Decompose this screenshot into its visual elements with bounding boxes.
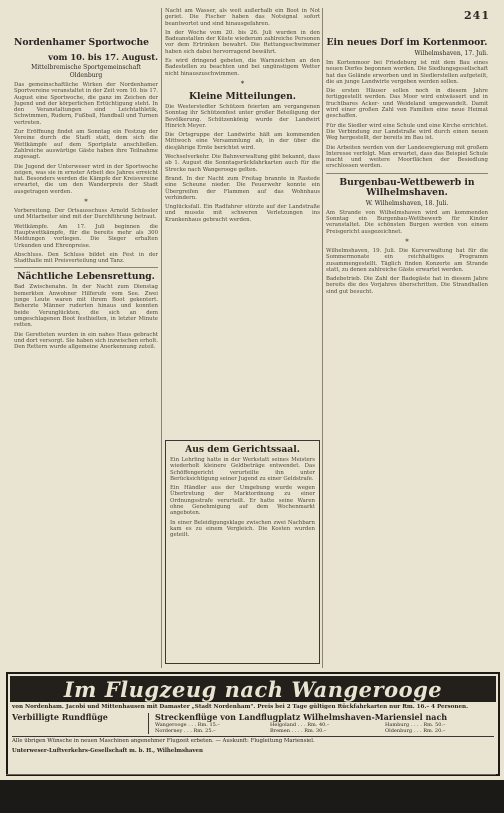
paragraph: Das gemeinschaftliche Wirken der Nordenhamer Sportvereine veranstaltet in der Zeit vom 10. bis 17. August eine Sportwoche, die ganz im Zeichen der Jugend und der körperlichen Ertüchtigung steht. In den Veranstaltungen sind Leichtathletik, Schwimmen, Rudern, Fußball, Handball und Turnen vertreten. <box>14 82 158 126</box>
column-rule <box>161 8 162 668</box>
paragraph: Brand. In der Nacht zum Freitag brannte in Rastede eine Scheune nieder. Die Feuerwehr konnte ein Übergreifen der Flammen auf das Wohnhaus verhindern. <box>165 175 320 201</box>
paragraph: Im Kortenmoor bei Friedeburg ist mit dem Bau eines neuen Dorfes begonnen worden. Die Siedlungsgesellschaft hat das Gelände erworben und in Siedlerstellen aufgeteilt, die an junge Landwirte vergeben werden sollen. <box>326 60 488 85</box>
ad-destination: Hamburg . . . . Rm. 50.– <box>385 722 446 728</box>
scan-border <box>0 780 504 813</box>
paragraph: Nacht am Wasser, als weit außerhalb ein Boot in Not geriet. Die Fischer haben das Notsignal sofort beantwortet und sind hinausgefahren. <box>165 8 320 27</box>
paragraph: Es wird dringend gebeten, die Warnzeichen an den Badestellen zu beachten und bei ungünstigem Wetter nicht hinauszuschwimmen. <box>165 58 320 77</box>
divider <box>326 173 488 174</box>
separator-star: * <box>240 79 245 88</box>
article-dateline: Mittelbremische Sportgemeinschaft Oldenburg <box>31 64 141 79</box>
paragraph: Wilhelmshaven, 19. Juli. Die Kurverwaltung hat für die Sommermonate ein reichhaltiges Programm zusammengestellt. Täglich finden Konzerte am Strande statt, zu denen zahlreiche Gäste erwartet werden. <box>326 247 488 273</box>
ad-footer-company: Unterweser-Luftverkehrs-Gesellschaft m. b. H., Wilhelmshaven <box>12 747 203 754</box>
paragraph: In der Woche vom 20. bis 26. Juli wurden in den Badeanstalten der Küste wiederum zahlreiche Personen vor dem Ertrinken bewahrt. Die Rettungsschwimmer haben sich dabei hervorragend bewährt. <box>165 29 320 55</box>
ad-destination: Norderney . . . Rm. 25.– <box>155 728 216 734</box>
separator-star: * <box>405 237 409 246</box>
paragraph: Die Jugend der Unterweser wird in der Sportwoche zeigen, was sie in ernster Arbeit des Jahres erreicht hat. Besonders werden die Kämpfe der Kreisvereine erwartet, die um den Wanderpreis der Stadt ausgetragen werden. <box>14 163 158 195</box>
article-headline: Kleine Mitteilungen. <box>188 90 296 102</box>
paragraph: Badebetrieb. Die Zahl der Badegäste hat in diesem Jahre bereits die des Vorjahres überschritten. Die Strandhallen sind gut besucht. <box>326 276 488 295</box>
column-right <box>326 34 488 668</box>
article-headline: Aus dem Gerichtssaal. <box>185 444 300 455</box>
paragraph: Zur Eröffnung findet am Sonntag ein Festzug der Vereine durch die Stadt statt, dem sich die Wettkämpfe auf dem Sportplatz anschließen. Zahlreiche auswärtige Gäste haben ihre Teilnahme zugesagt. <box>14 129 158 161</box>
paragraph: Bad Zwischenahn. In der Nacht zum Dienstag bemerkten Anwohner Hilferufe vom See. Zwei junge Leute waren mit ihrem Boot gekentert. Beherzte Männer ruderten hinaus und konnten beide Verunglückten, die sich an dem umgeschlagenen Boot festhielten, in letzter Minute retten. <box>14 284 158 329</box>
ad-destination: Helgoland . . . Rm. 40.– <box>270 722 330 728</box>
article-headline: Nächtliche Lebensrettung. <box>17 271 155 283</box>
article-headline: Nordenhamer Sportwoche <box>14 37 149 48</box>
article-subheadline: vom 10. bis 17. August. <box>48 52 158 62</box>
paragraph: Wechselverkehr. Die Bahnverwaltung gibt bekannt, dass ab 1. August die Sonntagsrückfahrkarten auch für die Strecke nach Wangerooge gelten. <box>165 154 320 173</box>
column-left <box>14 34 158 668</box>
paragraph: Abschluss. Den Schluss bildet ein Fest in der Stadthalle mit Preisverteilung und Tanz. <box>14 251 158 265</box>
paragraph: Die ersten Häuser sollen noch in diesem Jahre fertiggestellt werden. Das Moor wird entwässert und in fruchtbares Acker- und Weideland umgewandelt. Damit wird einer großen Zahl von Familien eine neue Heimat geschaffen. <box>326 88 488 120</box>
divider <box>14 267 158 268</box>
ad-subline: von Nordenham. Jacobi und Mittenhausen mit Damaster „Stadt Nordenham". Preis bei 2 Tage gültigen Rückfahrkarten nur Rm. 16.– 4 Personen. <box>12 704 469 710</box>
ad-destinations <box>148 713 494 734</box>
flight-advertisement <box>6 672 500 776</box>
paragraph: Die Geretteten wurden in ein nahes Haus gebracht und dort versorgt. Sie haben sich inzwischen erholt. Den Rettern wurde allgemeine Anerkennung zuteil. <box>14 331 158 351</box>
article-headline: Ein neues Dorf im Kortenmoor. <box>326 37 488 48</box>
article-dateline: W. Wilhelmshaven, 18. Juli. <box>365 199 449 207</box>
column-middle <box>165 8 320 438</box>
paragraph: Ein Lehrling hatte in der Werkstatt seines Meisters wiederholt kleinere Geldbeträge entwendet. Das Schöffengericht verurteilte ihn unter Berücksichtigung seiner Jugend zu einer Geldstrafe. <box>170 457 315 482</box>
ad-mid-title: Streckenflüge von Landflugplatz Wilhelmshaven-Mariensiel nach <box>155 712 448 722</box>
court-news-box <box>165 440 320 668</box>
paragraph: Ein Händler aus der Umgebung wurde wegen Übertretung der Marktordnung zu einer Ordnungsstrafe verurteilt. Er hatte seine Waren ohne Genehmigung auf dem Wochenmarkt angeboten. <box>170 485 315 517</box>
article-headline: Burgenbau-Wettbewerb in Wilhelmshaven. <box>339 176 475 198</box>
ad-left-title: Verbilligte Rundflüge <box>12 712 108 722</box>
article-dateline: Wilhelmshaven, 17. Juli. <box>414 50 488 57</box>
paragraph: Die Westerstedter Schützen feierten am vergangenen Sonntag ihr Schützenfest unter großer Beteiligung der Bevölkerung. Schützenkönig wurde der Landwirt Hinrich Meyer. <box>165 103 320 129</box>
paragraph: Unglücksfall. Ein Radfahrer stürzte auf der Landstraße und musste mit schweren Verletzungen ins Krankenhaus gebracht werden. <box>165 204 320 223</box>
ad-destination: Bremen . . . . Rm. 30.– <box>270 728 327 734</box>
column-rule <box>322 8 323 668</box>
ad-footer-note: Alle übrigen Wünsche in neuen Maschinen angenehmer Flugzeit erbeten. — Auskunft: Flugleitung Mariensiel. <box>12 736 494 745</box>
paragraph: Die Ortsgruppe der Landwirte hält am kommenden Mittwoch eine Versammlung ab, in der über die diesjährige Ernte berichtet wird. <box>165 132 320 151</box>
separator-star: * <box>84 198 88 207</box>
paragraph: Wettkämpfe. Am 17. Juli beginnen die Hauptwettkämpfe, für die bereits mehr als 300 Meldungen vorliegen. Die Sieger erhalten Urkunden und Ehrenpreise. <box>14 223 158 249</box>
paragraph: Die Arbeiten werden von der Landesregierung mit großem Interesse verfolgt. Man erwartet, dass das Beispiel Schule macht und weitere Moorflächen der Besiedlung erschlossen werden. <box>326 144 488 170</box>
ad-banner-title: Im Flugzeug nach Wangerooge <box>10 676 496 702</box>
paragraph: Am Strande von Wilhelmshaven wird am kommenden Sonntag ein Burgenbau-Wettbewerb für Kinder veranstaltet. Die schönsten Burgen werden von einem Preisgericht ausgezeichnet. <box>326 209 488 235</box>
ad-destination: Oldenburg . . . Rm. 20.– <box>385 728 446 734</box>
ad-destination: Wangerooge . . . Rm. 15.– <box>155 722 220 728</box>
paragraph: In einer Beleidigungsklage zwischen zwei Nachbarn kam es zu einem Vergleich. Die Kosten wurden geteilt. <box>170 519 315 539</box>
page-bottom-rule <box>6 774 496 779</box>
paragraph: Für die Siedler wird eine Schule und eine Kirche errichtet. Die Verbindung zur Landstraße wird durch einen neuen Weg hergestellt, der bereits im Bau ist. <box>326 122 488 142</box>
paragraph: Vorbereitung. Der Ortsausschuss Arnold Schüssler und Mitarbeiter sind mit der Durchführung betraut. <box>14 208 158 221</box>
page-number: 241 <box>464 9 490 22</box>
